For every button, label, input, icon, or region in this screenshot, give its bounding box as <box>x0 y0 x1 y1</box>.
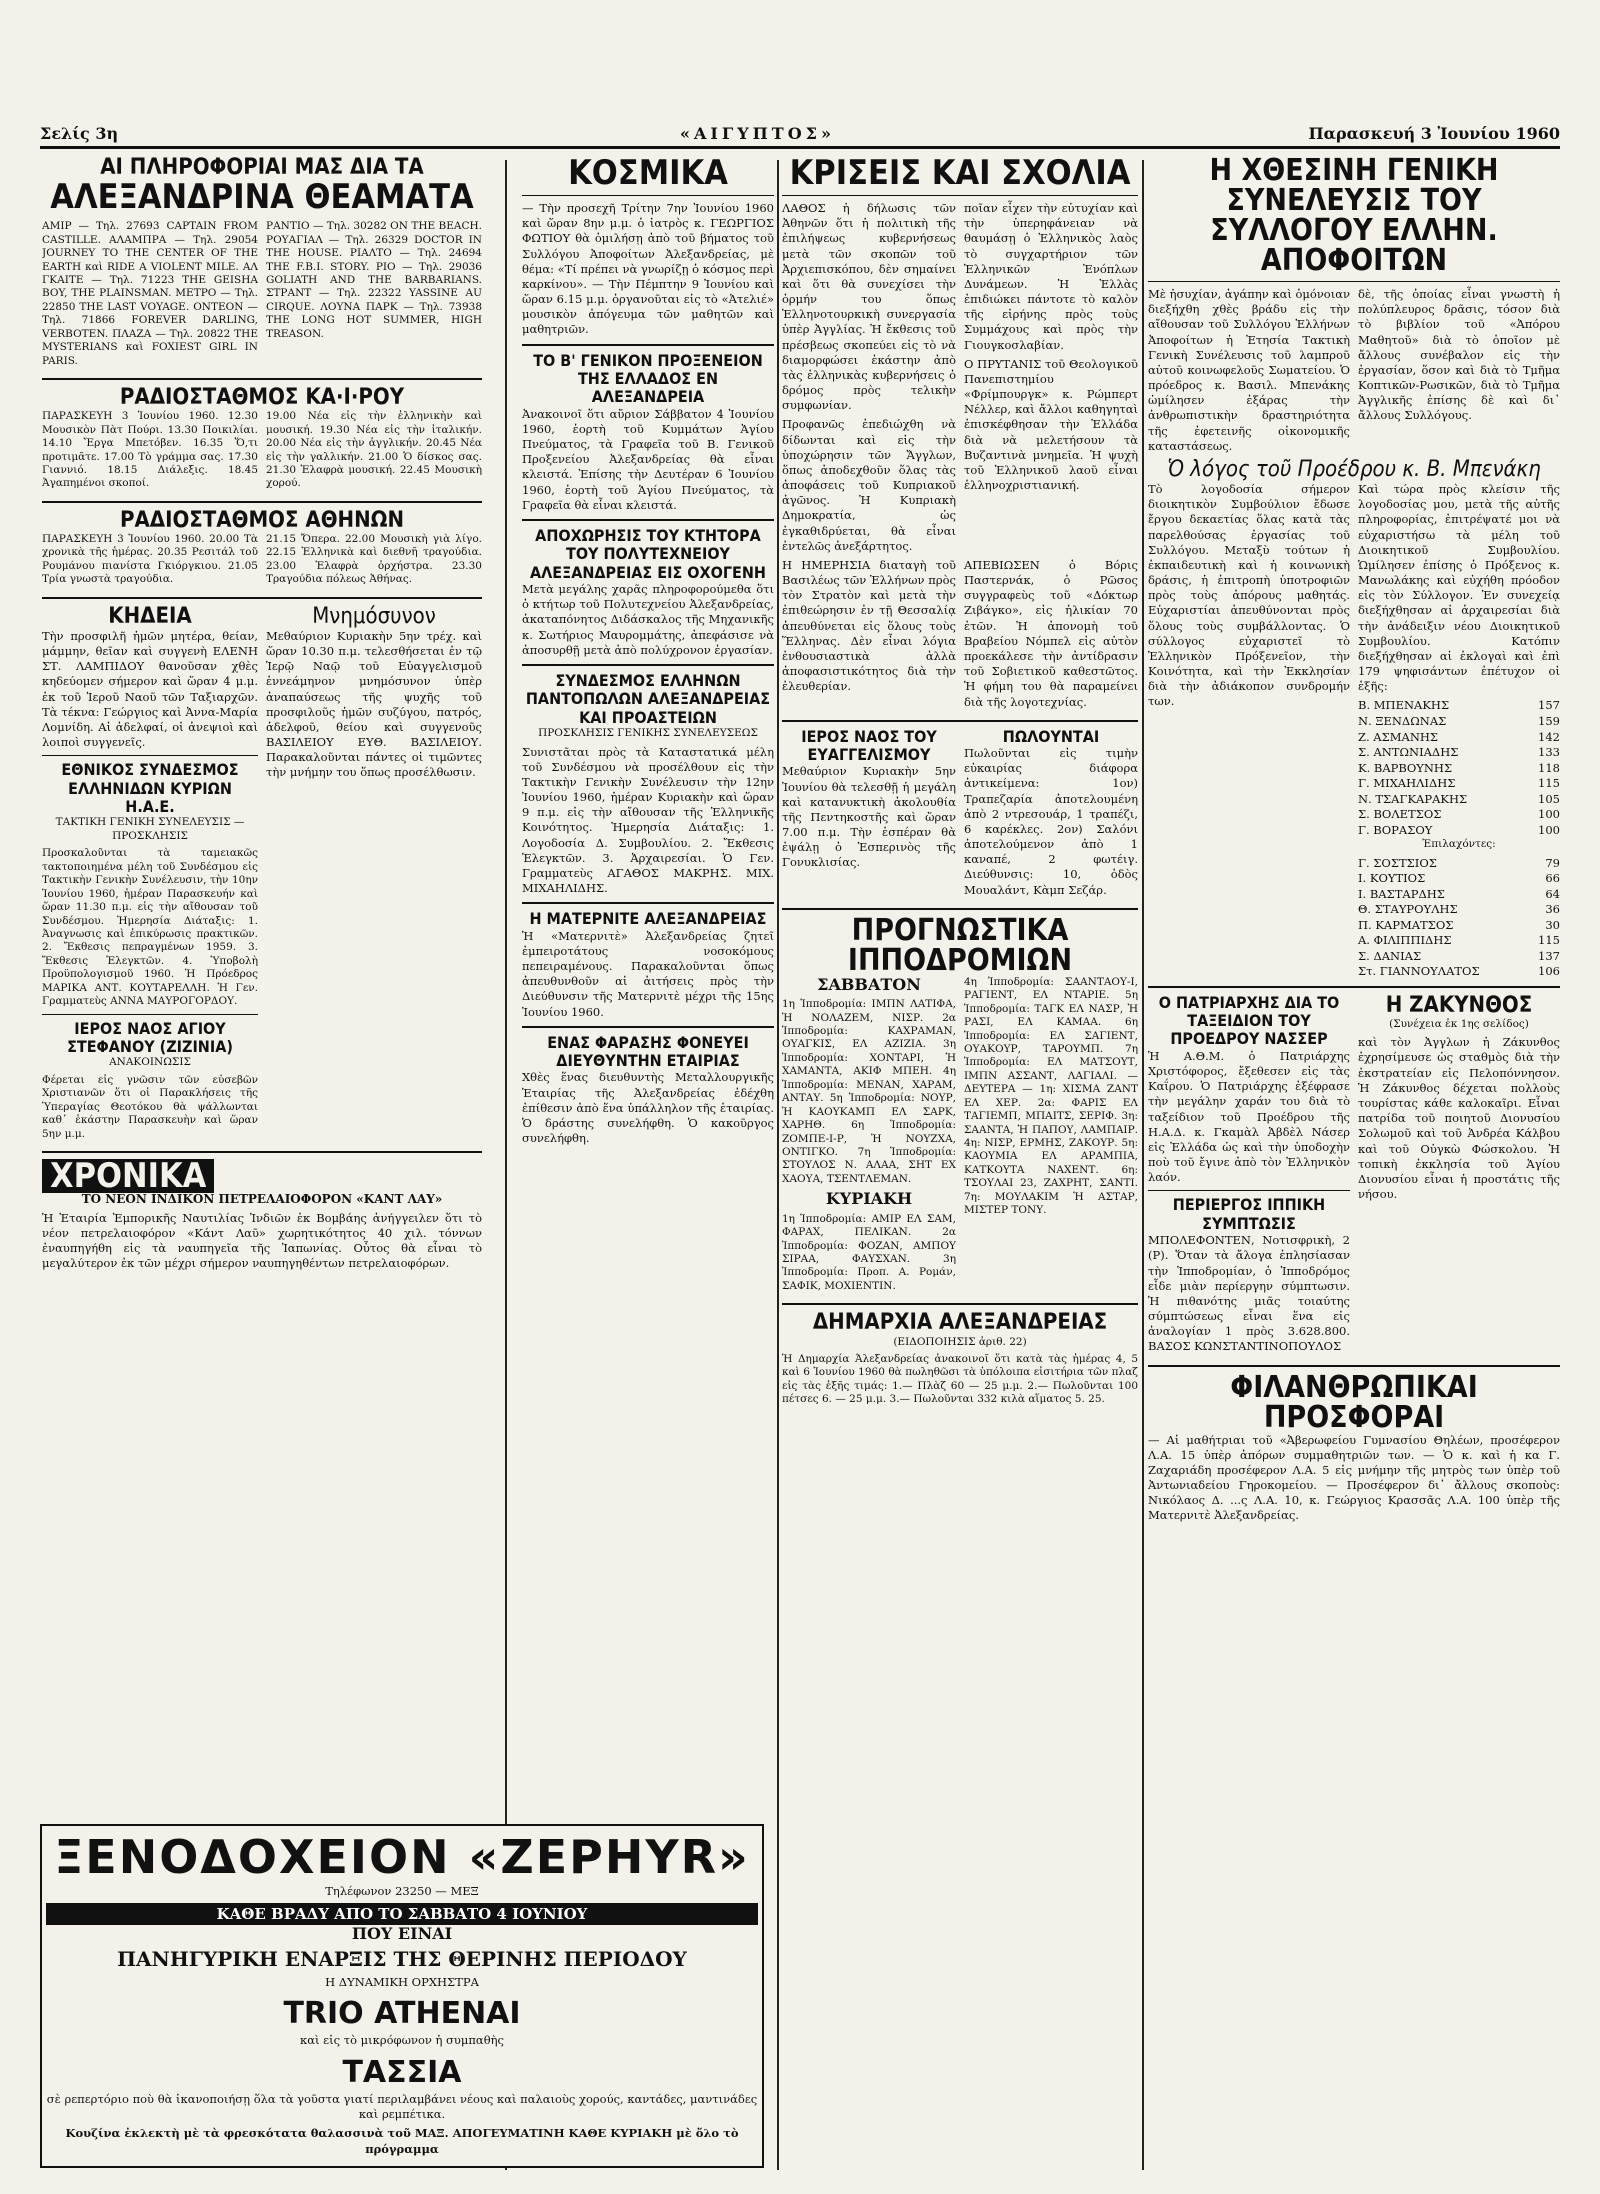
racing-tips: 1η Ἱπποδρομία: ΙΜΠΝ ΛΑΤΙΦΑ, Ἡ ΝΟΛΑΖΕΜ, ΝΙΣΡ. 2α Ἱπποδρομία: ΚΑΧΡΑΜΑΝ, ΟΥΑΓΚΙΣ, ΕΛ ΑΖΙΖΙΑ. 3η Ἱπποδρομία: ΧΟΝΤΑΡΙ, Ἡ ΧΑΜΑΝΤΑ, ΑΚΙΦ ΜΠΕΗ. 4η Ἱπποδρομία: ΜΕΝΑΝ, ΧΑΡΑΜ, ΑΝΤΑΥ. 5η Ἱπποδρομία: ΝΟΥΡ, Ἡ ΚΑΟΥΚΑΜΠ ΕΛ ΣΑΡΚ, ΧΑΡΗΘ. 6η Ἱπποδρομία: ΖΟΜΠΕ-Ι-Ρ, Ἡ ΝΟΥΖΧΑ, ΟΝΤΙΓΚΟ. 7η Ἱπποδρομία: ΣΤΟΥΛΟΣ Ν. ΑΛΑΑ, ΣΗΤ ΕΧ ΧΑΟΥΑ, ΤΣΕΝΤΛΕΜΑΝ. <box>782 998 956 1185</box>
candidate-votes: 64 <box>1545 886 1560 901</box>
result-row <box>1358 871 1560 887</box>
grocers-subtitle: ΠΡΟΣΚΛΗΣΙΣ ΓΕΝΙΚΗΣ ΣΥΝΕΛΕΥΣΕΩΣ <box>538 727 758 740</box>
result-row <box>1358 714 1560 730</box>
candidate-name: Σ. ΑΝΤΩΝΙΑΔΗΣ <box>1358 745 1459 760</box>
evangelismos-text: Μεθαύριον Κυριακὴν 5ην Ἰουνίου θὰ τελεσθῇ ἡ μεγάλη καὶ κατανυκτικὴ ἀκολουθία τῆς Πεντηκοστῆς καὶ ὥραν 7.00 π.μ. Τὴν ἑσπέραν θὰ ἐψάλῃ ὁ Ἐσπερινὸς τῆς Γονυκλισίας. <box>782 764 956 870</box>
funeral-text: Τὴν προσφιλῆ ἡμῶν μητέρα, θείαν, μάμμην, θεῖαν καὶ συγγενὴ ΕΛΕΝΗ ΣΤ. ΛΑΜΠΙΔΟΥ θανοῦσαν χθὲς κηδεύομεν σήμερον καὶ ὥραν 4 μ.μ. ἐκ τοῦ Ἱεροῦ Ναοῦ τῶν Ταξιαρχῶν. Τὰ τέκνα: Γεώργιος καὶ Ἀννα-Μαρία Λομνίδη. Αἱ ἀδελφαί, οἱ ἀνεψιοὶ καὶ λοιποὶ συγγενεῖς. <box>42 628 258 750</box>
radio-schedule: ΠΑΡΑΣΚΕΥΗ 3 Ἰουνίου 1960. 12.30 Μουσικὸν Πὰτ Πούρι. 13.30 Ποικιλίαι. 14.10 Ἔργα Μπετόβεν. 16.35 Ὅ,τι προτιμᾶτε. 17.00 Τὸ γράμμα σας. 17.30 Γιαννιό. 18.15 Διάλεξις. 18.45 Ἀγαπημένοι σκοποί. <box>42 410 258 490</box>
association-title: ΕΘΝΙΚΟΣ ΣΥΝΔΕΣΜΟΣ ΕΛΛΗΝΙΔΩΝ ΚΥΡΙΩΝ Η.Α.Ε. <box>61 760 239 817</box>
advert-line: ΠΟΥ ΕΙΝΑΙ <box>351 1924 453 1944</box>
result-row <box>1358 918 1560 934</box>
maternity-text: Ἡ «Ματερνιτὲ» Ἀλεξανδρείας ζητεῖ ἐμπειροτάτους νοσοκόμους πεπειραμένους. Παρακαλοῦνται ὅπως ἀπευθυνθοῦν αἱ ἀιτήσεις πρὸς τὴν Διεύθυνσιν τῆς Ματερνιτὲ μέχρι τῆς 15ης Ἰουνίου 1960. <box>522 928 774 1019</box>
zakynthos-title: Η ΖΑΚΥΝΘΟΣ <box>1385 992 1533 1018</box>
association-text: Προσκαλοῦνται τὰ ταμειακῶς τακτοποιημένα μέλη τοῦ Συνδέσμου εἰς Τακτικὴν Γενικὴν Συνέλευσιν, τὴν 10ην Ἰουνίου 1960, ἡμέραν Παρασκευήν καὶ ὥραν 11.30 π.μ. εἰς τὴν αἴθουσαν τοῦ Συνδέσμου. Ἡμερησία Διάταξις: 1. Ἀναγνωσις καὶ ἐπικύρωσις πρακτικῶν. 2. Ἔκθεσις πεπραγμένων 1959. 3. Ἔκθεσις Ἐλεγκτῶν. 4. Ὑποβολὴ Προϋπολογισμοῦ 1960. Ἡ Πρόεδρος ΜΑΡΙΚΑ ΑΝΤ. ΚΟΥΤΑΡΕΛΛΗ. Ἡ Γεν. Γραμματεὺς ΑΝΝΑ ΜΑΥΡΟΓΟΡΔΟΥ. <box>42 847 258 1008</box>
result-row <box>1358 856 1560 872</box>
candidate-name: Γ. ΣΟΣΤΣΙΟΣ <box>1358 855 1437 870</box>
candidate-votes: 115 <box>1538 776 1560 791</box>
column-3 <box>782 156 1138 2166</box>
memorial-title: Μνημόσυνον <box>312 603 436 629</box>
municipality-text: Ἡ Δημαρχία Ἀλεξανδρείας ἀνακοινοῖ ὅτι κατὰ τὰς ἡμέρας 4, 5 καὶ 6 Ἰουνίου 1960 θὰ πωληθῶσι τὰ ὑπόλοιπα εἰσιτήρια τῶν πλαζ εἰς τὰς ἑξῆς τιμάς: 1.— Πλὰζ 60 — 25 μ.μ. 2.— Πωλοῦνται 100 πέτσες 6. — 25 μ.μ. 3.— Πωλοῦνται 332 κιλὰ αἵματος 5. 25. <box>782 1352 1138 1406</box>
result-row <box>1358 698 1560 714</box>
advert-line: καὶ εἰς τὸ μικρόφωνον ἡ συμπαθὴς <box>300 2033 504 2048</box>
candidate-votes: 133 <box>1538 745 1560 760</box>
hotel-advert <box>40 1824 764 2168</box>
result-row <box>1358 949 1560 965</box>
candidate-votes: 115 <box>1538 933 1560 948</box>
speech-title: Ὁ λόγος τοῦ Προέδρου κ. Β. Μπενάκη <box>1167 456 1541 482</box>
comments-text: ποῖαν εἶχεν τὴν εὐτυχίαν καὶ τὴν ὑπερηφάνειαν νὰ θαυμάσῃ ὁ Ἑλληνικὸς λαὸς τὸ συγχαρτήριον τῶν Ἑλληνικῶν Ἐνόπλων Δυνάμεων. Ἡ Ἑλλὰς ἐπιδιώκει πάντοτε τὸ καλὸν τῆς εἰρήνης πρὸς τοὺς Συμμάχους καὶ πρὸς τὴν Γιουγκοσλαβίαν. <box>964 201 1138 352</box>
consulate-text: Ἀνακοινοῖ ὅτι αὔριον Σάββατον 4 Ἰουνίου 1960, ἑορτὴ τοῦ Κυμμάτων Ἁγίου Πνεύματος, τὰ Γραφεῖα τοῦ Β. Γενικοῦ Προξενείου Ἀλεξανδρείας θὰ εἶναι κλειστά. Ἐπίσης τὴν Δευτέραν 6 Ἰουνίου 1960, ἑορτὴ τοῦ Ἁγίου Πνεύματος, τὰ Γραφεῖα θὰ εἶναι κλειστά. <box>522 406 774 512</box>
zakynthos-text: καὶ τὸν Ἀγγλων ἡ Ζάκυνθος ἐχρησίμευσε ὡς σταθμὸς διὰ τὴν ἐκστρατείαν εἰς Πελοπόννησον. Ἡ Ζάκυνθος δέχεται πολλοὺς τουρίστας κάθε καλοκαῖρι. Εἶναι πατρίδα τοῦ ποιητοῦ Διονυσίου Σολωμοῦ καὶ τοῦ Ἀνδρέα Κάλβου καὶ τοῦ Οὐγκὼ Φώσκολου. Ἡ τοπικὴ ἐκκλησία τοῦ Ἁγίου Διονυσίου εἶναι ἡ προστάτις τῆς νήσου. <box>1358 1035 1560 1202</box>
candidate-name: Γ. ΜΙΧΑΗΛΙΔΗΣ <box>1358 776 1456 791</box>
candidate-votes: 100 <box>1538 807 1560 822</box>
advert-phone: Τηλέφωνον 23250 — ΜΕΞ <box>325 1884 479 1898</box>
candidate-name: Ι. ΒΑΣΤΑΡΔΗΣ <box>1358 886 1445 901</box>
candidate-name: Ζ. ΑΣΜΑΝΗΣ <box>1358 729 1439 744</box>
advert-band: TRIO ATHENAI <box>283 1995 521 2031</box>
candidate-votes: 79 <box>1545 855 1560 870</box>
radio-schedule: ΠΑΡΑΣΚΕΥΗ 3 Ἰουνίου 1960. 20.00 Τὰ χρονικὰ τῆς ἡμέρας. 20.35 Ρεσιτάλ τοῦ Ρουμάνου πιανίστα Γκιόργκιου. 21.05 Τρία γνωστὰ τραγούδια. <box>42 533 258 586</box>
church-title: ΙΕΡΟΣ ΝΑΟΣ ΑΓΙΟΥ ΣΤΕΦΑΝΟΥ (ΖΙΖΙΝΙΑ) <box>67 1018 233 1056</box>
newspaper-title: «ΑΙΓΥΠΤΟΣ» <box>680 124 835 143</box>
racing-day: ΚΥΡΙΑΚΗ <box>825 1189 913 1209</box>
comments-text: Προφανῶς ἐπεδιώχθη νὰ δίδωνται καὶ εἰς τὴν ὑποχώρησιν τῶν Ἄγγλων, ὅπως ἀποδεχθοῦν ὅλας τὰς ἀποφάσεις τοῦ Κυπριακοῦ ἀγῶνος. Ἡ Κυπριακὴ Δημοκρατία, ὡς ἐγκαθιδρύεται, θὰ εἶναι ἐντελῶς ἀνεξάρτητος. <box>782 417 956 553</box>
grocers-text: Συνιστᾶται πρὸς τὰ Καταστατικά μέλη τοῦ Συνδέσμου νὰ προσέλθουν εἰς τὴν Τακτικὴν Γενικὴν Συνέλευσιν τὴν 12ην Ἰουνίου 1960, ἡμέραν Κυριακὴν καὶ ὥραν 9 π.μ. εἰς τὴν αἴθουσαν τῆς Ἑλληνικῆς Κοινότητος. Ἡμερησία Διάταξις: 1. Λογοδοσία Δ. Συμβουλίου. 2. Ἔκθεσις Ἐλεγκτῶν. 3. Ἀρχαιρεσίαι. Ὁ Γεν. Γραμματεὺς ΑΓΑΘΟΣ ΜΑΚΡΗΣ. ΜΙΧ. ΜΙΧΑΗΛΙΔΗΣ. <box>522 744 774 896</box>
radio-cairo-title: ΡΑΔΙΟΣΤΑΘΜΟΣ ΚΑ·Ι·ΡΟΥ <box>119 385 405 410</box>
theatre-heading: ΑΙ ΠΛΗΡΟΦΟΡΙΑΙ ΜΑΣ ΔΙΑ ΤΑ <box>100 156 424 180</box>
radio-athens-title: ΡΑΔΙΟΣΤΑΘΜΟΣ ΑΘΗΝΩΝ <box>119 507 405 533</box>
polytechnic-text: Μετὰ μεγάλης χαρᾶς πληροφορούμεθα ὅτι ὁ κτήτωρ τοῦ Πολυτεχνείου Ἀλεξανδρείας, ἀκαταπόνητος Διδάσκαλος τῆς Μηχανικῆς κ. Σωτήριος Μαυρομμάτης, ἀπεφάσισε νὰ ἀποσυρθῇ μετὰ ἀπὸ πολύχρονον ἐργασίαν. <box>522 582 774 657</box>
advert-singer: ΤΑΣΣΙΑ <box>342 2054 462 2090</box>
kosmika-text: — Τὴν προσεχῆ Τρίτην 7ην Ἰουνίου 1960 καὶ ὥραν 8ην μ.μ. ὁ ἰατρὸς κ. ΓΕΩΡΓΙΟΣ ΦΩΤΙΟΥ θὰ ὁμιλήσῃ ἀπὸ τοῦ βήματος τοῦ Συλλόγου Ἀποφοίτων Ἀλεξανδρείας, μὲ θέμα: «Τί πρέπει νὰ γνωρίζῃ ὁ κόσμος περὶ καρκίνου». — Τὴν Πέμπτην 9 Ἰουνίου καὶ ὥραν 6.15 μ.μ. ὀργανοῦται εἰς τὸ «Ἀτελιέ» μουσικὸν ἀπόγευμα τῶν μαθητῶν καὶ μαθητριῶν. <box>522 201 774 337</box>
patriarch-text: Ἡ Α.Θ.Μ. ὁ Πατριάρχης Χριστόφορος, ἔξεθεσεν εἰς τὰς Καΐρου. Ὁ Πατριάρχης ἐξέφρασε τὴν μεγάλην χαράν του διὰ τὸ ταξείδιον τοῦ Προέδρου τῆς Η.Α.Δ. κ. Γκαμὰλ Ἀβδὲλ Νάσερ εἰς Ἑλλάδα ὡς καὶ τὴν ὑποδοχὴν ποὺ τοῦ ἔγινε ἀπὸ τὸν Ἑλληνικὸν λαόν. <box>1148 1048 1350 1185</box>
candidate-name: Σ. ΒΟΛΕΤΣΟΣ <box>1358 807 1442 822</box>
evangelismos-title: ΙΕΡΟΣ ΝΑΟΣ ΤΟΥ ΕΥΑΓΓΕΛΙΣΜΟΥ <box>801 726 937 765</box>
municipality-subtitle: (ΕΙΔΟΠΟΙΗΣΙΣ ἀριθ. 22) <box>893 1335 1027 1348</box>
for-sale-text: Πωλοῦνται εἰς τιμὴν εὐκαιρίας διάφορα ἀντικείμενα: 1ον) Τραπεζαρία ἀποτελουμένη ἀπὸ 2 ντρεσουάρ, 1 τραπέζι, 6 καρέκλες. 2ον) Σαλόνι ἀποτελούμενον ἀπὸ 1 καναπέ, 2 φωτέιγ. Διεύθυνσις: 10, ὁδὸς Μουαλάντ, Κὰμπ Σεζάρ. <box>964 746 1138 897</box>
advert-title: ΞΕΝΟΔΟΧΕΙΟΝ «ZEPHYR» <box>54 1830 750 1884</box>
association-subtitle: ΤΑΚΤΙΚΗ ΓΕΝΙΚΗ ΣΥΝΕΛΕΥΣΙΣ — ΠΡΟΣΚΛΗΣΙΣ <box>55 816 245 842</box>
result-row <box>1358 933 1560 949</box>
result-row <box>1358 730 1560 746</box>
comments-text: Ο ΠΡΥΤΑΝΙΣ τοῦ Θεολογικοῦ Πανεπιστημίου «Φρίμπουργκ» κ. Ρώμπερτ Νέλλερ, καὶ ἄλλοι καθηγηταὶ ἐπισκέφθησαν τὴν Ἑλλάδα διὰ νὰ μελετήσουν τὰ Βυζαντινὰ μνημεῖα. Ἡ ψυχὴ τοῦ Ἑλληνικοῦ λαοῦ εἶναι ἑλληνοχριστιανική. <box>964 356 1138 493</box>
election-results <box>1358 698 1560 838</box>
advert-line: Κουζίνα ἐκλεκτὴ μὲ τὰ φρεσκότατα θαλασσινὰ τοῦ ΜΑΞ. ΑΠΟΓΕΥΜΑΤΙΝΗ ΚΑΘΕ ΚΥΡΙΑΚΗ μὲ ὅλο τὸ πρόγραμμα <box>65 2126 739 2156</box>
candidate-name: Ν. ΤΣΑΓΚΑΡΑΚΗΣ <box>1358 791 1468 806</box>
assembly-title: Η ΧΘΕΣΙΝΗ ΓΕΝΙΚΗ ΣΥΝΕΛΕΥΣΙΣ ΤΟΥ ΣΥΛΛΟΓΟΥ ΕΛΛΗΝ. ΑΠΟΦΟΙΤΩΝ <box>1209 156 1499 278</box>
zakynthos-subtitle: (Συνέχεια ἐκ 1ης σελίδος) <box>1389 1017 1529 1030</box>
candidate-name: Ι. ΚΟΥΤΙΟΣ <box>1358 871 1426 886</box>
result-row <box>1358 902 1560 918</box>
result-row <box>1358 807 1560 823</box>
kosmika-title: ΚΟΣΜΙΚΑ <box>568 156 728 193</box>
candidate-votes: 105 <box>1538 791 1560 806</box>
candidate-name: Θ. ΣΤΑΥΡΟΥΛΗΣ <box>1358 902 1458 917</box>
chronika-text: Ἡ Ἑταιρία Ἐμπορικῆς Ναυτιλίας Ἰνδιῶν ἐκ Βομβάης ἀνήγγειλεν ὅτι τὸ νέον πετρελαιοφόρον «Κάντ Λαῦ» χωρητικότητος 40 χιλ. τόννων ἐναυπηγήθη εἰς τὰ ναυπηγεῖα τῆς Ἰαπωνίας. Οὗτος θὰ εἶναι τὸ μεγαλύτερον ἐκ τῶν μέχρι σήμερον ναυπηγηθέντων πετρελαιοφόρων. <box>42 1210 482 1271</box>
for-sale-title: ΠΩΛΟΥΝΤΑΙ <box>1002 726 1100 746</box>
municipality-title: ΔΗΜΑΡΧΙΑ ΑΛΕΞΑΝΔΡΕΙΑΣ <box>812 1310 1108 1336</box>
grocers-title: ΣΥΝΔΕΣΜΟΣ ΕΛΛΗΝΩΝ ΠΑΝΤΟΠΩΛΩΝ ΑΛΕΞΑΝΔΡΕΙΑΣ ΚΑΙ ΠΡΟΑΣΤΕΙΩΝ <box>525 670 771 727</box>
comments-text: Η ΗΜΕΡΗΣΙΑ διαταγὴ τοῦ Βασιλέως τῶν Ἑλλήνων πρὸς τὸν Στρατὸν καὶ μετὰ τὴν ἐπιθεώρησιν ἐν τῇ Θεσσαλίᾳ ἀπευθύνεται εἰς ὅλους τοὺς Ἕλληνας. Δὲν εἶναι λόγια ἐνθουσιαστικὰ ἀλλὰ ἀποφασιστικότητος διὰ τὴν ἐλευθερίαν. <box>782 557 956 694</box>
column-2 <box>522 156 774 1816</box>
racing-title: ΠΡΟΓΝΩΣΤΙΚΑ ΙΠΠΟΔΡΟΜΙΩΝ <box>847 912 1073 978</box>
radio-schedule: 21.15 Ὄπερα. 22.00 Μουσικὴ γιὰ λίγο. 22.15 Ἑλληνικὰ καὶ διεθνῆ τραγούδια. 23.00 Ἐλαφρὰ ὀρχήστρα. 23.30 Τραγούδια πόλεως Ἀθήνας. <box>266 533 482 586</box>
comments-text: ΑΠΕΒΙΩΣΕΝ ὁ Βόρις Παστερνάκ, ὁ Ρῶσος συγγραφεὺς τοῦ «Δόκτωρ Ζιβάγκο», εἰς ἡλικίαν 70 ἐτῶν. Ἡ ἀπονομὴ τοῦ Βραβείου Νόμπελ εἰς αὐτὸν προεκάλεσε τὴν ἀντίδρασιν τοῦ Σοβιετικοῦ καθεστῶτος. Ἡ φήμη του θὰ παραμείνει διὰ τῆς λογοτεχνίας. <box>964 557 1138 709</box>
column-4 <box>1148 156 1560 2166</box>
advert-line: σὲ ρεπερτόριο ποὺ θὰ ἱκανοποιήσῃ ὅλα τὰ γοῦστα γιατί περιλαμβάνει νέους καὶ παλαιοὺς χορούς, καντάδες, μαντινάδες καὶ ρεμπέτικα. <box>46 2092 758 2122</box>
candidate-name: Ν. ΞΕΝΔΩΝΑΣ <box>1358 714 1447 728</box>
chronika-subtitle: ΤΟ ΝΕΟΝ ΙΝΔΙΚΟΝ ΠΕΤΡΕΛΑΙΟΦΟΡΟΝ «ΚΑΝΤ ΛΑΥ» <box>81 1192 443 1207</box>
candidate-votes: 106 <box>1538 964 1560 979</box>
candidate-name: Σ. ΔΑΝΙΑΣ <box>1358 948 1422 963</box>
church-text: Φέρεται εἰς γνῶσιν τῶν εὐσεβῶν Χριστιανῶν ὅτι οἱ Παρακλήσεις τῆς Ὑπεραγίας Θεοτόκου θὰ ψάλλωνται καθ᾽ ἑκάστην Παρασκευὴν καὶ ὥραν 5ην μ.μ. <box>42 1073 258 1140</box>
radio-schedule: 19.00 Νέα εἰς τὴν ἑλληνικὴν καὶ μουσική. 19.30 Νέα εἰς τὴν ἰταλικήν. 20.00 Νέα εἰς τὴν ἀγγλικήν. 20.45 Νέα εἰς τὴν γαλλικήν. 21.00 Ὁ δίσκος σας. 21.30 Ἐλαφρὰ μουσική. 22.45 Μουσικὴ χορού. <box>266 410 482 490</box>
speech-text: Καὶ τώρα πρὸς κλείσιν τῆς λογοδοσίας μου, μετὰ τῆς αὐτῆς πληροφορίας, ἐπιτρέψατέ μοι νὰ εὐχαριστήσω τὰ μέλη τοῦ Διοικητικοῦ Συμβουλίου. Ὡμίλησεν ἐπίσης ὁ Πρόξενος κ. Μανωλάκης καὶ εὐχήθη πρόοδον εἰς τὸν Σύλλογον. Ἐν συνεχείᾳ διεξήχθησαν αἱ ἀρχαιρεσίαι διὰ τὴν ἀνάδειξιν νέου Διοικητικοῦ Συμβουλίου. Κατόπιν διεξήχθησαν αἱ ἐκλογαὶ καὶ ἐπὶ 179 ψηφισάντων ἐπέτυχον οἱ ἑξῆς: <box>1358 482 1560 694</box>
crime-text: Χθὲς ἕνας διευθυντὴς Μεταλλουργικῆς Ἑταιρίας τῆς Ἀλεξανδρείας ἐδέχθη ἐπίθεσιν ἀπὸ ἕνα ὑπάλληλον τῆς ἑταιρίας. Ὁ δράστης συνελήφθη. Ὁ κακοῦργος συνελήφθη. <box>522 1070 774 1146</box>
assembly-text: Μὲ ἡσυχίαν, ἀγάπην καὶ ὁμόνοιαν διεξήχθη χθὲς βράδυ εἰς τὴν αἴθουσαν τοῦ Συλλόγου Ἑλλήνων Ἀποφοίτων ἡ Ἐτησία Τακτικὴ Γενικὴ Συνέλευσις τοῦ λαμπροῦ αὐτοῦ κοινωφελοῦς Σωματείου. Ὁ πρόεδρος κ. Βασιλ. Μπενάκης ὡμίλησεν ἐξάρας τὴν ἀνθρωπιστικὴν δραστηριότητα τῆς ἐφετεινῆς οἰκονομικῆς καταστάσεως. <box>1148 287 1350 453</box>
chronika-title: ΧΡΟΝΙΚΑ <box>42 1159 214 1193</box>
racing-coincidence-text: ΜΠΟΛΕΦΟΝΤΕΝ, Νοτισφρικὴ, 2 (Ρ). Ὅταν τὰ ἄλογα ἐπλησίασαν τὴν Ἱπποδρομίαν, ὁ Ἱπποδρόμος εἶδε μιὰν περίεργην σύμπτωσιν. Ἡ πιθανότης μιᾶς τοιαύτης σύμπτώσεως εἶναι ἕνα εἰς ἀναλογίαν 1 πρὸς 3.628.800. ΒΑΣΟΣ ΚΩΝΣΤΑΝΤΙΝΟΠΟΥΛΟΣ <box>1148 1233 1350 1354</box>
result-row <box>1358 887 1560 903</box>
racing-tips: 4η Ἱπποδρομία: ΣΑΑΝΤΑΟΥ-Ι, ΡΑΓΙΕΝΤ, ΕΛ ΝΤΑΡΙΕ. 5η Ἱπποδρομία: ΤΑΓΚ ΕΛ ΝΑΣΡ, Ἡ ΡΑΣΙ, ΕΛ ΚΑΜΑΑ. 6η Ἱπποδρομία: ΕΛ ΣΑΓΙΕΝΤ, ΟΥΑΚΟΥΡ, ΤΑΡΟΥΜΠ. 7η Ἱπποδρομία: ΕΛ ΜΑΤΣΟΥΤ, ΙΜΠΝ ΑΣΣΑΝΤ, ΛΑΓΙΑΛΙ. — ΔΕΥΤΕΡΑ — 1η: ΧΙΣΜΑ ΖΑΝΤ ΕΛ ΧΕΡ. 2α: ΦΑΡΙΣ ΕΛ ΤΑΓΙΕΜΠ, ΜΠΑΙΤΣ, ΣΕΡΙΦ. 3η: ΣΑΑΝΤΑ, Ἡ ΠΑΠΟΥ, ΛΑΜΠΑΙΡ. 4η: ΝΙΣΡ, ΕΡΜΗΣ, ΖΑΚΟΥΡ. 5η: ΚΑΟΥΜΙΑ ΕΛ ΑΡΑΜΠΙΑ, ΚΑΤΚΟΥΤΑ ΝΑΧΕΝΤ. 6η: ΤΣΟΥΛΑΙ 23, ΖΑΧΡΗΤ, ΣΑΝΤΙ. 7η: ΜΟΥΛΑΚΙΜ Ἡ ΑΣΤΑΡ, ΜΙΣΤΕΡ ΤΟΝΥ. <box>964 975 1138 1217</box>
runners-up-results <box>1358 856 1560 980</box>
candidate-votes: 118 <box>1538 760 1560 775</box>
issue-date: Παρασκευή 3 Ἰουνίου 1960 <box>1308 124 1560 143</box>
candidate-votes: 66 <box>1545 871 1560 886</box>
comments-text: ΛΑΘΟΣ ἡ δήλωσις τῶν Ἀθηνῶν ὅτι ἡ πολιτικὴ τῆς ἐπιλήψεως κυβερνήσεως μετὰ τῶν σκοπῶν τοῦ Ἀρχιεπισκόπου, δὲν σημαίνει καὶ ὅτι θὰ συνεχίσει τὴν ὁρμήν του ὅπως Ἑλληνοτουρκικὴ συνεργασία ὑπὲρ Ἀγγλίας. Ἡ ἔκθεσις τοῦ πρέσβεως σκοπεύει εἰς τὸ νὰ διαμορφώσει ἑκάστην ἀπὸ τὰς ἑλληνικὰς κυβερνήσεις ὁ δρόμος πρὸς τελικὴν συμφωνίαν. <box>782 201 956 413</box>
speech-text: Τὸ λογοδοσία σήμερον διοικητικὸν Συμβούλιον ἔδωσε ἔργου δεκαετίας ὅλας κατὰ τὰς παρελθούσας ἐργασίας τοῦ Συλλόγου. Μεταξὺ τούτων ἡ ἐκπαιδευτικὴ καὶ ἡ κοινωνικὴ δράσις, ἡ ἐπιτροπὴ ὑποτροφιῶν πρὸς τοὺς ἀπόρους μαθητάς. Εὐχαριστίαι ἀπευθύνονται πρὸς ὅλους τοὺς συμβάλλοντας. Ὁ σύλλογος εὐχαριστεῖ τὸ Ἑλληνικὸν Πρόξενεῖον, τὴν Κοινότητα, καὶ τὴν Ἐκκλησίαν διὰ τὴν ἀδιάκοπον συνδρομήν των. <box>1148 482 1350 709</box>
church-subtitle: ΑΝΑΚΟΙΝΩΣΙΣ <box>109 1056 191 1069</box>
theatre-title: ΑΛΕΞΑΝΔΡΙΝΑ ΘΕΑΜΑΤΑ <box>50 177 474 218</box>
candidate-name: Β. ΜΠΕΝΑΚΗΣ <box>1358 698 1450 713</box>
candidate-votes: 36 <box>1545 902 1560 917</box>
candidate-votes: 100 <box>1538 822 1560 837</box>
advert-line: ΚΑΘΕ ΒΡΑΔΥ ΑΠΟ ΤΟ ΣΑΒΒΑΤΟ 4 ΙΟΥΝΙΟΥ <box>46 1903 758 1925</box>
result-row <box>1358 745 1560 761</box>
charity-title: ΦΙΛΑΝΘΡΩΠΙΚΑΙ ΠΡΟΣΦΟΡΑΙ <box>1230 1369 1478 1435</box>
racing-day: ΣΑΒΒΑΤΟΝ <box>817 974 921 994</box>
assembly-text: δὲ, τῆς ὁποίας εἶναι γνωστὴ ἡ πολύπλευρος δρᾶσις, τόσον διὰ τὸ βιβλίον τοῦ «Ἀπόρου Μαθητοῦ» διὰ τὸ ὁποῖον μὲ ἄλλους συνέβαλον εἰς τὴν ἐργασίαν, ὅσον καὶ διὰ τὸ Τμῆμα Κοπτικῶν-Ρωσικῶν, διὰ τὸ Τμῆμα Ἀγγλικῆς ἐπίσης δὲ καὶ δι᾽ ἄλλους Συλλόγους. <box>1358 287 1560 423</box>
memorial-text: Μεθαύριον Κυριακὴν 5ην τρέχ. καὶ ὥραν 10.30 π.μ. τελεσθήσεται ἐν τῷ Ἱερῷ Ναῷ τοῦ Εὐαγγελισμοῦ ἐννεάμηνον μνημόσυνον ὑπὲρ ἀναπαύσεως τῆς ψυχῆς τοῦ προσφιλοῦς ἡμῶν συζύγου, πατρός, ἀδελφοῦ, θείου καὶ συγγενοῦς ΒΑΣΙΛΕΙΟΥ ΕΥΘ. ΒΑΣΙΛΕΙΟΥ. Παρακαλοῦνται πάντες οἱ τιμῶντες τὴν μνήμην του ὅπως προσέλθωσιν. <box>266 628 482 780</box>
consulate-title: ΤΟ Β' ΓΕΝΙΚΟΝ ΠΡΟΞΕΝΕΙΟΝ ΤΗΣ ΕΛΛΑΔΟΣ ΕΝ ΑΛΕΞΑΝΔΡΕΙΑ <box>533 350 763 407</box>
cinemas-list: ΑΜΙΡ — Τηλ. 27693 CAPTAIN FROM CASTILLE. ΑΛΑΜΠΡΑ — Τηλ. 29054 JOURNEY TO THE CENTER OF THE EARTH καὶ RIDE A VIOLENT MILE. ΑΛ ΓΚΑΙΤΕ — Τηλ. 71223 THE GEISHA BOY, THE PLAINSMAN. ΜΕΤΡΟ — Τηλ. 22850 THE LAST VOYAGE. ΟΝΤΕΟΝ — Τηλ. 71866 FOREVER DARLING, VERBOTEN. ΠΛΑΖΑ — Τηλ. 20822 THE MYSTERIANS καὶ FOXIEST GIRL IN PARIS. <box>42 220 258 367</box>
column-rule <box>777 160 779 2170</box>
masthead <box>40 124 1560 149</box>
racing-coincidence-title: ΠΕΡΙΕΡΓΟΣ ΙΠΠΙΚΗ ΣΥΜΠΤΩΣΙΣ <box>1172 1195 1326 1233</box>
candidate-name: Στ. ΓΙΑΝΝΟΥΛΑΤΟΣ <box>1358 964 1480 979</box>
charity-text: — Αἱ μαθήτριαι τοῦ «Ἀβερωφείου Γυμνασίου Θηλέων, προσέφερον Λ.Α. 15 ὑπὲρ ἀπόρων συμμαθητριῶν των. — Ὁ κ. καὶ ἡ κα Γ. Ζαχαριάδη προσέφερον Λ.Α. 5 εἰς μνήμην τῆς μητρὸς των ὑπὲρ τοῦ Ἀντωνιαδείου Γηροκομείου. — Προσέφερον δι᾽ ἄλλους σκοποὺς: Νικόλαος Δ. ...ς Λ.Α. 10, κ. Γεώργιος Κρασσᾶς Λ.Α. 100 ὑπὲρ τῆς Ματερνιτὲ Ἀλεξανδρείας. <box>1148 1432 1560 1523</box>
candidate-name: Γ. ΒΟΡΑΣΟΥ <box>1358 822 1433 837</box>
candidate-votes: 157 <box>1538 698 1560 713</box>
patriarch-title: Ο ΠΑΤΡΙΑΡΧΗΣ ΔΙΑ ΤΟ ΤΑΞΕΙΔΙΟΝ ΤΟΥ ΠΡΟΕΔΡΟΥ ΝΑΣΣΕΡ <box>1158 992 1340 1049</box>
comments-title: ΚΡΙΣΕΙΣ ΚΑΙ ΣΧΟΛΙΑ <box>789 156 1131 193</box>
result-row <box>1358 964 1560 980</box>
result-row <box>1358 776 1560 792</box>
funeral-title: ΚΗΔΕΙΑ <box>108 603 192 629</box>
racing-tips: 1η Ἱπποδρομία: ΑΜΙΡ ΕΛ ΣΑΜ, ΦΑΡΑΧ, ΠΕΛΙΚΑΝ. 2α Ἱπποδρομία: ΦΟΖΑΝ, ΑΜΠΟΥ ΣΙΡΑΑ, ΦΑΥΣΧΑΝ. 3η Ἱπποδρομία: Προπ. Α. Ρομάν, ΣΑΦΙΚ, ΜΟΧΙΕΝΤΙΝ. <box>782 1212 956 1292</box>
cinemas-list: ΡΑΝΤΙΟ — Τηλ. 30282 ON THE BEACH. ΡΟΥΑΓΙΑΛ — Τηλ. 26329 DOCTOR IN THE HOUSE. ΡΙΑΛΤΟ — Τηλ. 24694 THE F.B.I. STORY. ΡΙΟ — Τηλ. 29036 GOLIATH AND THE BARBARIANS. ΣΤΡΑΝΤ — Τηλ. 22322 YASSINE AU CIRQUE. ΛΟΥΝΑ ΠΑΡΚ — Τηλ. 73938 THE LONG HOT SUMMER, HIGH TREASON. <box>266 220 482 340</box>
column-rule <box>1142 160 1144 2170</box>
candidate-name: Α. ΦΙΛΙΠΠΙΔΗΣ <box>1358 933 1452 948</box>
maternity-title: Η ΜΑΤΕΡΝΙΤΕ ΑΛΕΞΑΝΔΡΕΙΑΣ <box>529 909 767 929</box>
candidate-votes: 142 <box>1538 729 1560 744</box>
page-number: Σελίς 3η <box>40 124 119 143</box>
advert-line: Η ΔΥΝΑΜΙΚΗ ΟΡΧΗΣΤΡΑ <box>325 1974 479 1989</box>
result-row <box>1358 792 1560 808</box>
candidate-votes: 30 <box>1545 917 1560 932</box>
result-row <box>1358 823 1560 839</box>
crime-title: ΕΝΑΣ ΦΑΡΑΣΗΣ ΦΟΝΕΥΕΙ ΔΙΕΥΘΥΝΤΗΝ ΕΤΑΙΡΙΑΣ <box>547 1032 749 1071</box>
candidate-name: Κ. ΒΑΡΒΟΥΝΗΣ <box>1358 760 1453 775</box>
candidate-votes: 137 <box>1538 948 1560 963</box>
runners-up-label: Ἐπιλαχόντες: <box>1422 838 1496 851</box>
polytechnic-title: ΑΠΟΧΩΡΗΣΙΣ ΤΟΥ ΚΤΗΤΟΡΑ ΤΟΥ ΠΟΛΥΤΕΧΝΕΙΟΥ ΑΛΕΞΑΝΔΡΕΙΑΣ ΕΙΣ ΟΧΟΓΕΝΗ <box>530 525 766 582</box>
candidate-name: Π. ΚΑΡΜΑΤΣΟΣ <box>1358 917 1454 932</box>
advert-line: ΠΑΝΗΓΥΡΙΚΗ ΕΝΑΡΞΙΣ ΤΗΣ ΘΕΡΙΝΗΣ ΠΕΡΙΟΔΟΥ <box>117 1946 687 1971</box>
candidate-votes: 159 <box>1538 714 1560 728</box>
result-row <box>1358 761 1560 777</box>
